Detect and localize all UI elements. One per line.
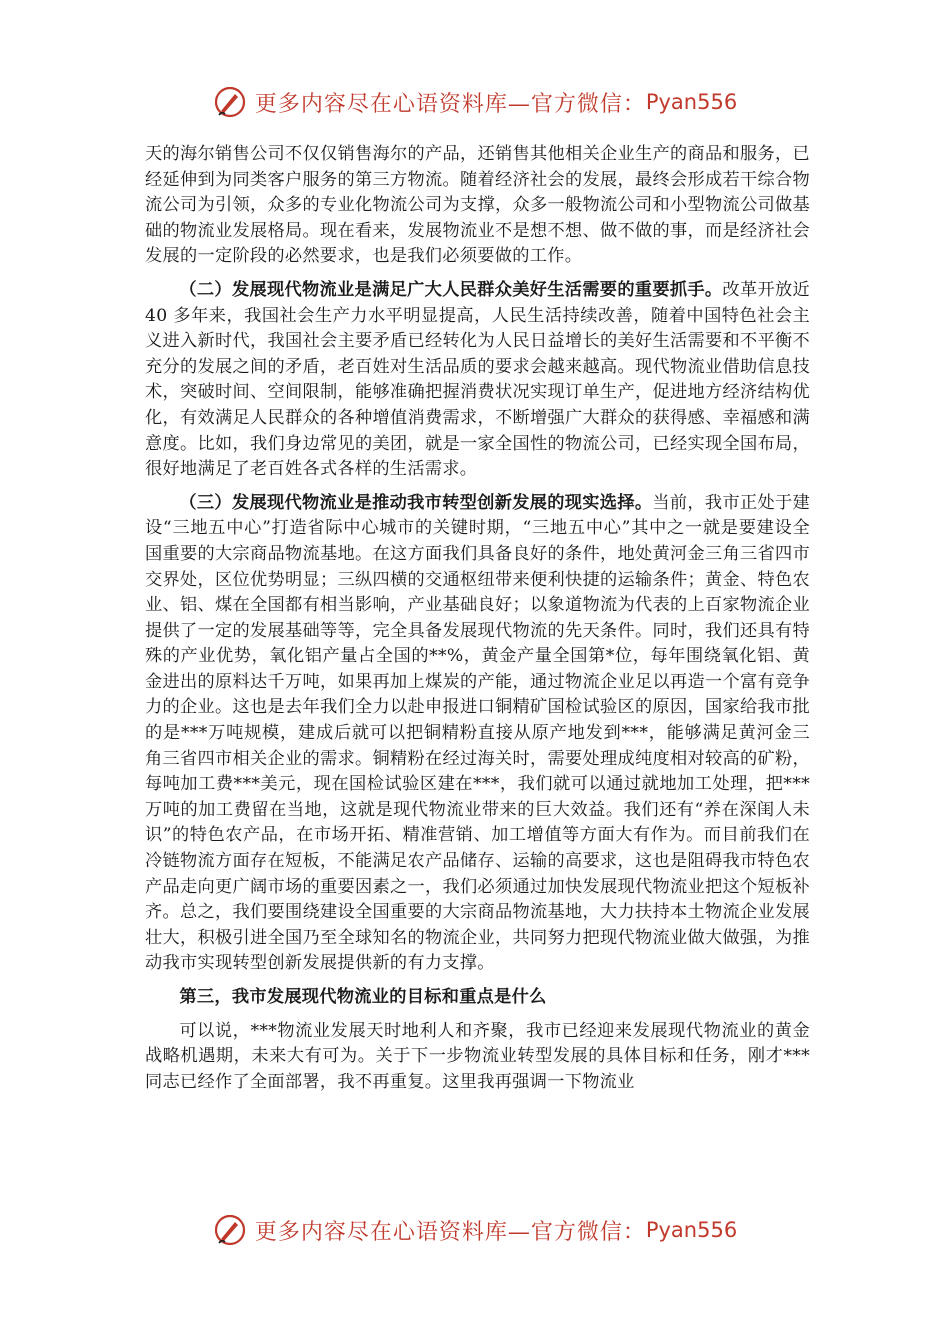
section-3-heading: （三）发展现代物流业是推动我市转型创新发展的现实选择。 <box>179 492 653 513</box>
footer-banner <box>0 1210 950 1250</box>
footer-banner-text: 更多内容尽在心语资料库—官方微信： <box>254 1219 646 1245</box>
document-body <box>145 142 810 1095</box>
pen-logo-icon <box>213 85 247 119</box>
paragraph-section-3 <box>145 491 810 977</box>
section-2-text: 改革开放近 40 多年来，我国社会生产力水平明显提高，人民生活持续改善，随着中国特色社会主义进入新时代，我国社会主要矛盾已经转化为人民日益增长的美好生活需要和不平衡不充分的发展之间的矛盾，老百姓对生活品质的要求会越来越高。现代物流业借助信息技术，突破时间、空间限制，能够准确把握消费状况实现订单生产，促进地方经济结构优化，有效满足人民群众的各种增值消费需求，不断增强广大群众的获得感、幸福感和满意度。比如，我们身边常见的美团，就是一家全国性的物流公司，已经实现全国布局，很好地满足了老百姓各式各样的生活需求。 <box>145 279 810 480</box>
section-2-heading: （二）发展现代物流业是满足广大人民群众美好生活需要的重要抓手。 <box>179 279 723 300</box>
header-banner-text: 更多内容尽在心语资料库—官方微信： <box>254 91 646 117</box>
pen-logo-icon <box>213 1213 247 1247</box>
section-3-text: 当前，我市正处于建设“三地五中心”打造省际中心城市的关键时期，“三地五中心”其中之一就是要建设全国重要的大宗商品物流基地。在这方面我们具备良好的条件，地处黄河金三角三省四市交界处，区位优势明显；三纵四横的交通枢纽带来便利快捷的运输条件；黄金、特色农业、铝、煤在全国都有相当影响，产业基础良好；以象道物流为代表的上百家物流企业提供了一定的发展基础等等，完全具备发展现代物流的先天条件。同时，我们还具有特殊的产业优势，氧化铝产量占全国的**%，黄金产量全国第*位，每年围绕氧化铝、黄金进出的原料达千万吨，如果再加上煤炭的产能，通过物流企业足以再造一个富有竞争力的企业。这也是去年我们全力以赴申报进口铜精矿国检试验区的原因，国家给我市批的是***万吨规模，建成后就可以把铜精粉直接从原产地发到***，能够满足黄河金三角三省四市相关企业的需求。铜精粉在经过海关时，需要处理成纯度相对较高的矿粉，每吨加工费***美元，现在国检试验区建在***，我们就可以通过就地加工处理，把***万吨的加工费留在当地，这就是现代物流业带来的巨大效益。我们还有“养在深闺人未识”的特色农产品，在市场开拓、精准营销、加工增值等方面大有作为。而目前我们在冷链物流方面存在短板，不能满足农产品储存、运输的高要求，这也是阻碍我市特色农产品走向更广阔市场的重要因素之一，我们必须通过加快发展现代物流业把这个短板补齐。总之，我们要围绕建设全国重要的大宗商品物流基地，大力扶持本土物流企业发展壮大，积极引进全国乃至全球知名的物流企业，共同努力把现代物流业做大做强，为推动我市实现转型创新发展提供新的有力支撑。 <box>145 492 811 974</box>
header-banner-code: Pyan556 <box>645 90 738 114</box>
part-three-heading: 第三，我市发展现代物流业的目标和重点是什么 <box>179 987 547 1007</box>
footer-banner-code: Pyan556 <box>645 1218 738 1242</box>
paragraph-part-three: 可以说，***物流业发展天时地利人和齐聚，我市已经迎来发展现代物流业的黄金战略机遇期，未来大有可为。关于下一步物流业转型发展的具体目标和任务，刚才***同志已经作了全面部署，我不再重复。这里我再强调一下物流业 <box>145 1020 810 1092</box>
header-banner <box>0 82 950 122</box>
paragraph-section-2 <box>145 278 810 483</box>
paragraph-continued: 天的海尔销售公司不仅仅销售海尔的产品，还销售其他相关企业生产的商品和服务，已经延伸到为同类客户服务的第三方物流。随着经济社会的发展，最终会形成若干综合物流公司为引领，众多的专业化物流公司为支撑，众多一般物流公司和小型物流公司做基础的物流业发展格局。现在看来，发展物流业不是想不想、做不做的事，而是经济社会发展的一定阶段的必然要求，也是我们必须要做的工作。 <box>145 144 810 267</box>
